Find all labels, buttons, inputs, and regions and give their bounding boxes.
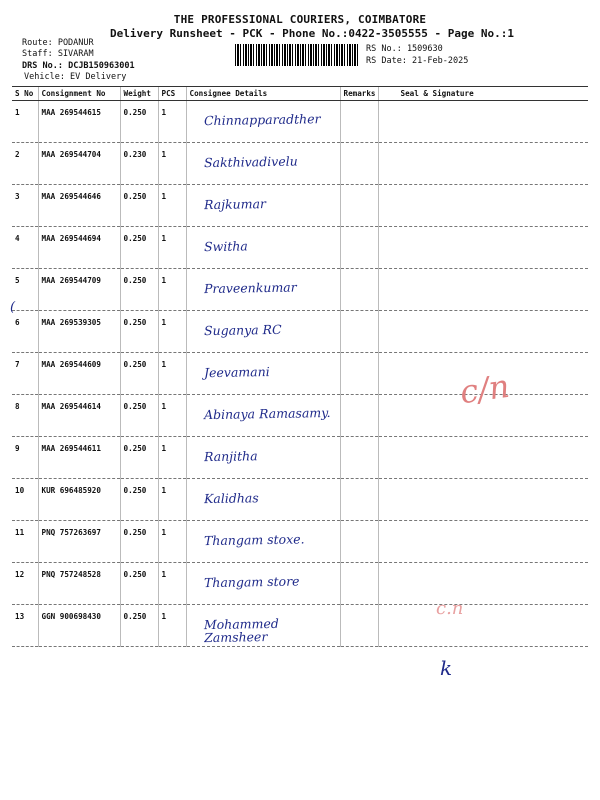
cell-sno: 3	[12, 185, 38, 227]
cell-consignment: MAA 269539305	[38, 311, 120, 353]
cell-consignment: MAA 269544609	[38, 353, 120, 395]
cell-weight: 0.250	[120, 101, 158, 143]
cell-weight: 0.250	[120, 353, 158, 395]
consignee-cell	[186, 479, 340, 521]
consignee-signature: Sakthivadivelu	[203, 153, 298, 171]
signature-cell	[378, 143, 588, 185]
consignee-signature: Ranjitha	[203, 448, 258, 465]
cell-sno: 10	[12, 479, 38, 521]
cell-sno: 4	[12, 227, 38, 269]
signature-mark-3: k	[440, 656, 453, 680]
remarks-cell	[340, 479, 378, 521]
rs-date: RS Date: 21-Feb-2025	[366, 56, 469, 66]
table-row	[12, 143, 588, 185]
cell-consignment: MAA 269544694	[38, 227, 120, 269]
signature-mark-1: c/n	[457, 366, 512, 412]
runsheet-subtitle: Delivery Runsheet - PCK - Phone No.:0422-3505555 - Page No.:1	[110, 27, 514, 40]
signature-cell	[378, 185, 588, 227]
signature-cell	[378, 227, 588, 269]
cell-pcs: 1	[158, 143, 186, 185]
remarks-cell	[340, 185, 378, 227]
staff-label: Staff: SIVARAM	[22, 49, 94, 59]
cell-pcs: 1	[158, 185, 186, 227]
consignee-cell	[186, 227, 340, 269]
cell-pcs: 1	[158, 353, 186, 395]
remarks-cell	[340, 227, 378, 269]
consignee-cell	[186, 395, 340, 437]
drs-number	[22, 61, 135, 71]
table-row	[12, 311, 588, 353]
remarks-cell	[340, 269, 378, 311]
consignee-signature: Jeevamani	[203, 364, 270, 381]
consignee-signature: Thangam stoxe.	[203, 531, 305, 549]
remarks-cell	[340, 521, 378, 563]
consignee-cell	[186, 521, 340, 563]
cell-sno: 5	[12, 269, 38, 311]
remarks-cell	[340, 395, 378, 437]
signature-cell	[378, 521, 588, 563]
cell-sno: 9	[12, 437, 38, 479]
cell-sno: 8	[12, 395, 38, 437]
cell-pcs: 1	[158, 101, 186, 143]
cell-consignment: MAA 269544704	[38, 143, 120, 185]
cell-consignment: MAA 269544646	[38, 185, 120, 227]
cell-pcs: 1	[158, 227, 186, 269]
cell-weight: 0.250	[120, 269, 158, 311]
signature-cell	[378, 101, 588, 143]
cell-pcs: 1	[158, 563, 186, 605]
remarks-cell	[340, 437, 378, 479]
cell-sno: 2	[12, 143, 38, 185]
cell-consignment: MAA 269544611	[38, 437, 120, 479]
cell-consignment: MAA 269544614	[38, 395, 120, 437]
consignee-signature: Switha	[203, 238, 248, 255]
col-remarks: Remarks	[340, 87, 378, 101]
remarks-cell	[340, 353, 378, 395]
cell-pcs: 1	[158, 605, 186, 647]
remarks-cell	[340, 101, 378, 143]
cell-pcs: 1	[158, 311, 186, 353]
remarks-cell	[340, 143, 378, 185]
cell-consignment: GGN 900698430	[38, 605, 120, 647]
consignee-cell	[186, 143, 340, 185]
consignee-signature: Rajkumar	[203, 196, 266, 213]
col-pcs: PCS	[158, 87, 186, 101]
cell-consignment: PNQ 757263697	[38, 521, 120, 563]
signature-cell	[378, 311, 588, 353]
cell-weight: 0.230	[120, 143, 158, 185]
table-row	[12, 185, 588, 227]
consignee-cell	[186, 437, 340, 479]
table-row	[12, 605, 588, 647]
signature-cell	[378, 479, 588, 521]
consignee-cell	[186, 101, 340, 143]
company-title: THE PROFESSIONAL COURIERS, COIMBATORE	[173, 13, 427, 26]
consignee-signature: Suganya RC	[203, 321, 282, 339]
signature-mark-2: c.n	[436, 598, 464, 619]
cell-pcs: 1	[158, 479, 186, 521]
cell-weight: 0.250	[120, 521, 158, 563]
vehicle-label: Vehicle: EV Delivery	[24, 72, 127, 82]
cell-consignment: KUR 696485920	[38, 479, 120, 521]
cell-weight: 0.250	[120, 185, 158, 227]
drs-value: DCJB150963001	[68, 61, 135, 71]
cell-weight: 0.250	[120, 227, 158, 269]
consignee-cell	[186, 269, 340, 311]
table-row	[12, 227, 588, 269]
cell-pcs: 1	[158, 395, 186, 437]
cell-sno: 7	[12, 353, 38, 395]
consignee-signature: Abinaya Ramasamy.	[203, 404, 331, 423]
cell-consignment: MAA 269544615	[38, 101, 120, 143]
cell-consignment: PNQ 757248528	[38, 563, 120, 605]
cell-weight: 0.250	[120, 311, 158, 353]
consignee-signature: Thangam store	[203, 573, 300, 591]
table-header-row	[12, 87, 588, 101]
barcode	[235, 44, 360, 66]
consignee-cell	[186, 353, 340, 395]
signature-cell	[378, 605, 588, 647]
consignee-cell	[186, 605, 340, 647]
cell-sno: 1	[12, 101, 38, 143]
col-weight: Weight	[120, 87, 158, 101]
col-signature: Seal & Signature	[378, 87, 588, 101]
cell-consignment: MAA 269544709	[38, 269, 120, 311]
col-sno: S No	[12, 87, 38, 101]
table-row	[12, 437, 588, 479]
cell-sno: 12	[12, 563, 38, 605]
table-row	[12, 563, 588, 605]
cell-weight: 0.250	[120, 563, 158, 605]
cell-sno: 13	[12, 605, 38, 647]
consignee-cell	[186, 311, 340, 353]
table-row	[12, 479, 588, 521]
drs-label: DRS No.:	[22, 61, 63, 71]
consignee-cell	[186, 563, 340, 605]
remarks-cell	[340, 563, 378, 605]
cell-weight: 0.250	[120, 437, 158, 479]
consignee-cell	[186, 185, 340, 227]
signature-cell	[378, 437, 588, 479]
cell-pcs: 1	[158, 521, 186, 563]
consignee-signature: Praveenkumar	[203, 279, 297, 297]
cell-weight: 0.250	[120, 605, 158, 647]
signature-cell	[378, 269, 588, 311]
table-row	[12, 521, 588, 563]
remarks-cell	[340, 311, 378, 353]
cell-sno: 11	[12, 521, 38, 563]
col-consignment: Consignment No	[38, 87, 120, 101]
col-consignee: Consignee Details	[186, 87, 340, 101]
consignee-signature: Chinnapparadther	[203, 111, 321, 129]
cell-weight: 0.250	[120, 479, 158, 521]
table-row	[12, 101, 588, 143]
route-label: Route: PODANUR	[22, 38, 94, 48]
cell-weight: 0.250	[120, 395, 158, 437]
remarks-cell	[340, 605, 378, 647]
rs-number: RS No.: 1509630	[366, 44, 443, 54]
consignee-signature: Mohammed Zamsheer	[203, 615, 279, 646]
margin-mark: (	[10, 300, 16, 315]
table-row	[12, 269, 588, 311]
cell-sno: 6	[12, 311, 38, 353]
cell-pcs: 1	[158, 269, 186, 311]
consignee-signature: Kalidhas	[203, 490, 259, 507]
cell-pcs: 1	[158, 437, 186, 479]
signature-cell	[378, 563, 588, 605]
